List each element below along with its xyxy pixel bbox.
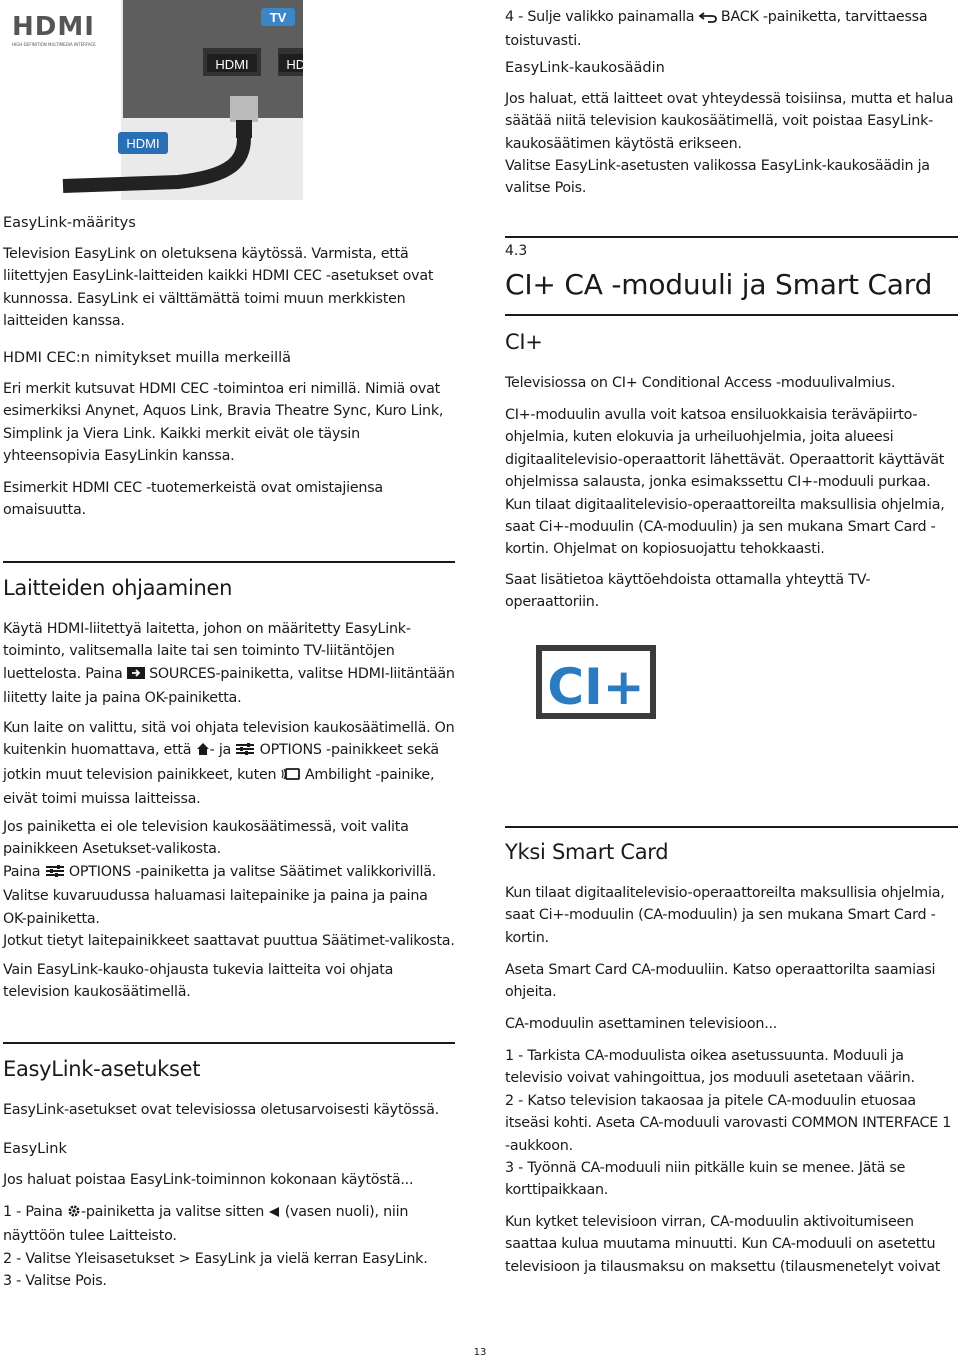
smart-card-paragraph-3: CA-moduulin asettaminen televisioon... — [505, 1016, 778, 1032]
easylink-setup-paragraph: Television EasyLink on oletuksena käytössä. Varmista, että liitettyjen EasyLink-laitteiden kaikki HDMI CEC -asetukset ovat kunnossa. EasyLink ei välttämättä toimi muun merkkisten laitteiden kanssa. — [3, 246, 434, 330]
device-control-paragraph-2: Kun laite on valittu, sitä voi ohjata television kaukosäätimellä. On kuitenkin huomattava, että - ja OPTIONS -painikkeet sekä jotkin muut television painikkeet, kuten Ambilight -painike, eivät toimi muissa laitteissa. — [3, 720, 455, 808]
smart-card-paragraph-4: Kun kytket televisioon virran, CA-moduulin aktivoitumiseen saattaa kulua muutama minuutti. Kun CA-moduuli on asetettu televisioon ja tilausmaksu on maksettu (tilausmenetelyt voivat — [505, 1214, 941, 1275]
easylink-off-steps: 1 - Paina -painiketta ja valitse sitten (vasen nuoli), niin näyttöön tulee Laitteisto. 2 - Valitse Yleisasetukset > EasyLink ja vielä kerran EasyLink. 3 - Valitse Pois. — [3, 1204, 428, 1290]
ci-plus-heading: CI+ — [505, 330, 543, 354]
smart-card-steps: 1 - Tarkista CA-moduulista oikea asetussuunta. Moduuli ja televisio voivat vahingoittua, jos moduuli asetetaan väärin. 2 - Katso television takaosaa ja pitele CA-moduulin etuosaa itseäsi kohti. Aseta CA-moduuli varovasti COMMON INTERFACE 1 -aukkoon. 3 - Työnnä CA-moduuli niin pitkälle kuin se menee. Jätä se korttipaikkaan. — [505, 1048, 952, 1199]
ci-plus-paragraph-3: Saat lisätietoa käyttöehdoista ottamalla yhteyttä TV-operaattoriin. — [505, 572, 871, 611]
smart-card-heading: Yksi Smart Card — [505, 840, 669, 864]
ci-plus-paragraph-1: Televisiossa on CI+ Conditional Access -moduulivalmius. — [505, 375, 896, 391]
tv-badge: TV — [269, 10, 287, 25]
options-icon — [45, 863, 65, 885]
easylink-remote-paragraph-2: Valitse EasyLink-asetusten valikossa EasyLink-kaukosäädin ja valitse Pois. — [505, 158, 930, 197]
back-arrow-icon — [699, 8, 717, 30]
section-number: 4.3 — [505, 243, 528, 259]
hdmi-port-1-label: HDMI — [215, 57, 249, 72]
device-control-paragraph-1: Käytä HDMI-liitettyä laitetta, johon on määritetty EasyLink-toiminto, valitsemalla laite tai sen toiminto TV-liitäntöjen luettelosta. Paina SOURCES-painiketta, valitse HDMI-liitäntään liitetty laite ja paina OK-painiketta. — [3, 621, 455, 707]
chapter-divider — [505, 236, 958, 238]
device-control-paragraph-4: Vain EasyLink-kauko-ohjausta tukevia laitteita voi ohjata television kaukosäätimellä. — [3, 962, 394, 1001]
hdmi-figure — [3, 0, 455, 200]
easylink-remote-paragraph-1: Jos haluat, että laitteet ovat yhteydessä toisiinsa, mutta et halua säätää niitä television kaukosäätimellä, voit poistaa EasyLink-kaukosäätimen käytöstä erikseen. — [505, 91, 954, 152]
svg-text:CI+: CI+ — [547, 658, 645, 716]
ambilight-icon — [281, 766, 301, 788]
device-control-paragraph-3: Jos painiketta ei ole television kaukosäätimessä, voit valita painikkeen Asetukset-valikosta. Paina OPTIONS -painiketta ja valitse Säätimet valikkorivillä. Valitse kuvaruudussa haluamasi laitepainike ja paina ja paina OK-painiketta. Jotkut tietyt laitepainikkeet saattavat puuttua Säätimet-valikosta. — [3, 819, 455, 950]
easylink-remote-title: EasyLink-kaukosäädin — [505, 60, 665, 76]
section-divider — [505, 826, 958, 828]
section-title: CI+ CA -moduuli ja Smart Card — [505, 268, 933, 301]
ci-plus-logo — [538, 644, 658, 720]
hdmi-cable-badge: HDMI — [126, 136, 160, 151]
hdmi-cec-names-paragraph: Eri merkit kutsuvat HDMI CEC -toimintoa eri nimillä. Nimiä ovat esimerkiksi Anynet, Aquos Link, Bravia Theatre Sync, Kuro Link, Simplink ja Viera Link. Kaikki merkit eivät ole täysin yhteensopivia EasyLinkin kanssa. — [3, 381, 444, 465]
section-divider — [3, 561, 455, 563]
device-control-heading: Laitteiden ohjaaminen — [3, 576, 233, 600]
ci-plus-paragraph-2: CI+-moduulin avulla voit katsoa ensiluokkaisia teräväpiirto-ohjelmia, kuten elokuvia ja urheiluohjelmia, joita alueesi digitaalitelevisio-operaattorit lähettävät. Operaattorit käyttävät ohjelmissa salausta, jonka esimakssettu CI+-moduuli purkaa. Kun tilaat digitaalitelevisio-operaattoreilta maksullisia ohjelmia, saat Ci+-moduulin (CA-moduulin) ja sen mukana Smart Card -kortin. Ohjelmat on kopiosuojattu tehokkaasti. — [505, 407, 945, 558]
easylink-settings-heading: EasyLink-asetukset — [3, 1057, 201, 1081]
close-menu-step: 4 - Sulje valikko painamalla BACK -painiketta, tarvittaessa toistuvasti. — [505, 9, 928, 50]
smart-card-paragraph-1: Kun tilaat digitaalitelevisio-operaattoreilta maksullisia ohjelmia, saat Ci+-moduulin (CA-moduulin) ja sen mukana Smart Card -kortin. — [505, 885, 945, 946]
easylink-setup-title: EasyLink-määritys — [3, 215, 136, 231]
easylink-settings-paragraph: EasyLink-asetukset ovat televisiossa oletusarvoisesti käytössä. — [3, 1102, 439, 1118]
page-number: 13 — [473, 1347, 487, 1358]
settings-gear-icon — [67, 1203, 81, 1225]
hdmi-port-2-label: HDMI — [286, 57, 320, 72]
options-icon — [235, 741, 255, 763]
hdmi-logo-subtitle: HIGH-DEFINITION MULTIMEDIA INTERFACE — [12, 42, 96, 47]
sources-icon — [127, 665, 145, 687]
easylink-off-intro: Jos haluat poistaa EasyLink-toiminnon kokonaan käytöstä... — [3, 1172, 414, 1188]
left-arrow-icon — [268, 1203, 280, 1225]
hdmi-cec-names-title: HDMI CEC:n nimitykset muilla merkeillä — [3, 350, 292, 366]
home-icon — [196, 741, 210, 763]
smart-card-paragraph-2: Aseta Smart Card CA-moduuliin. Katso operaattorilta saamiasi ohjeita. — [505, 962, 936, 1001]
hdmi-logo: HDMI — [12, 12, 95, 42]
hdmi-cec-trademarks-paragraph: Esimerkit HDMI CEC -tuotemerkeistä ovat omistajiensa omaisuutta. — [3, 480, 383, 519]
section-divider — [3, 1042, 455, 1044]
section-divider — [505, 314, 958, 316]
easylink-subtitle: EasyLink — [3, 1141, 67, 1157]
